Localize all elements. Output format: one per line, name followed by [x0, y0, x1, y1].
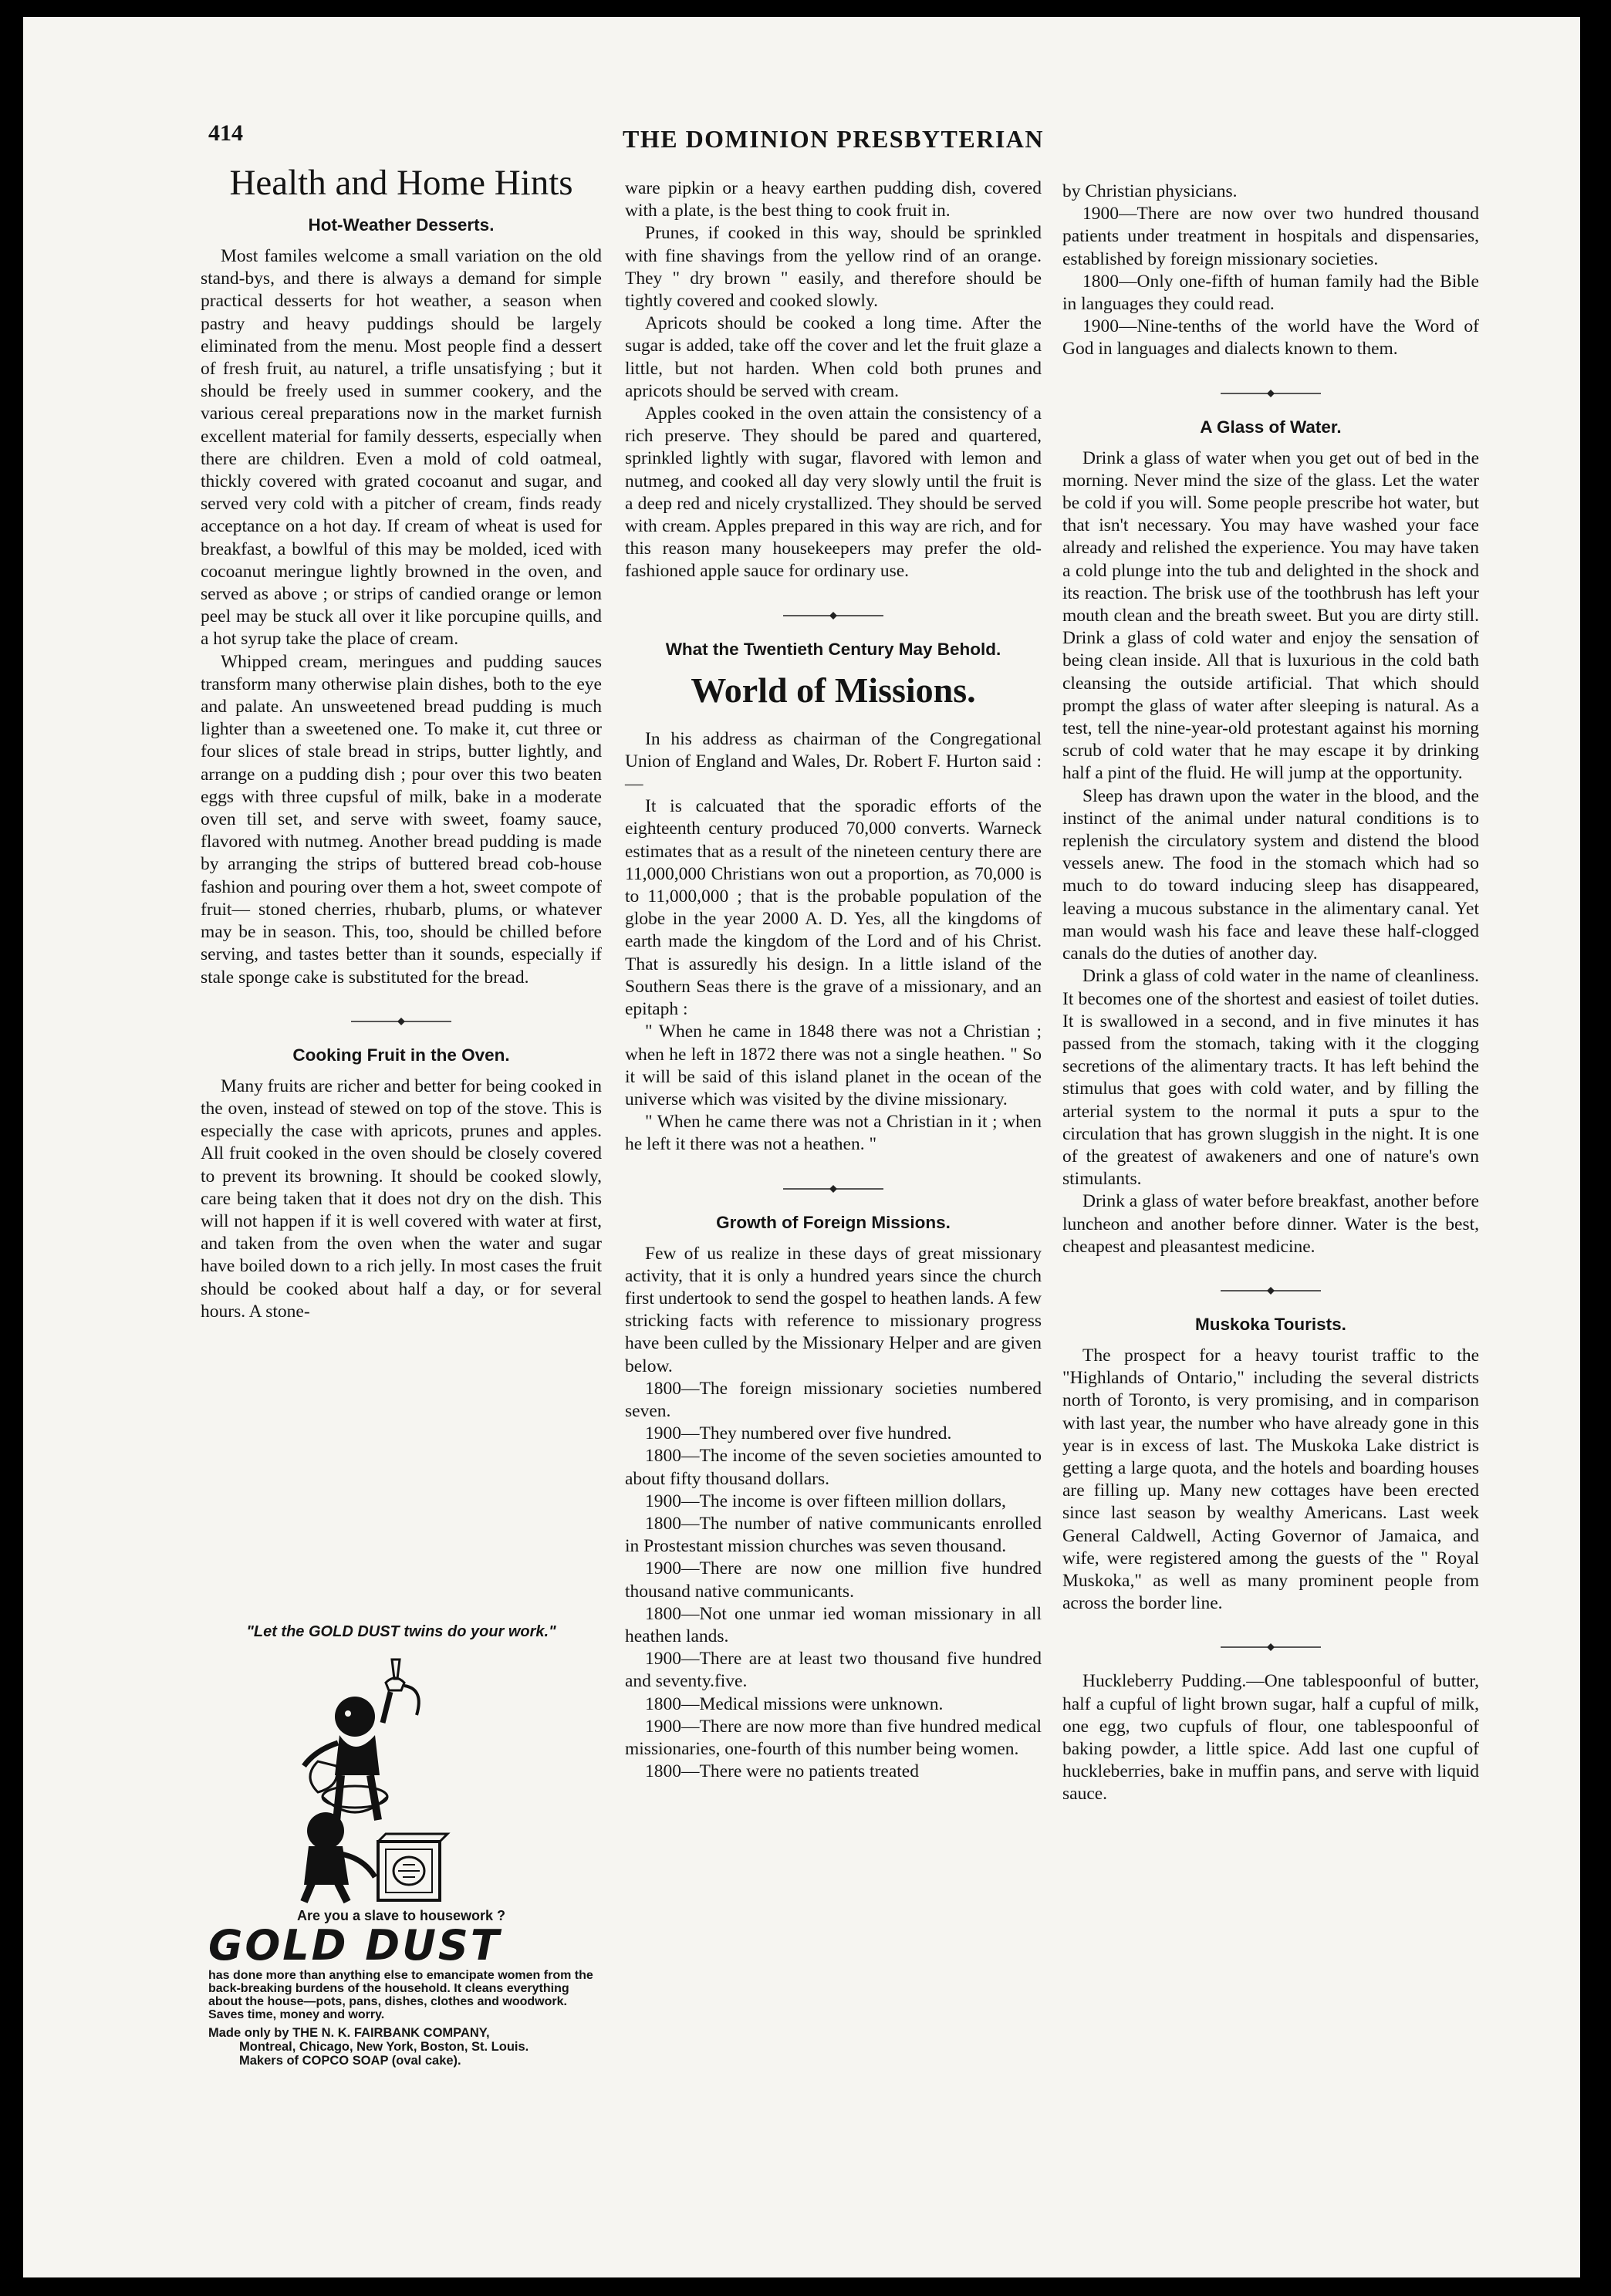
missions-fact: 1900—They numbered over five hundred.	[645, 1423, 952, 1444]
ad-maker-line-1: Made only by THE N. K. FAIRBANK COMPANY,	[208, 2026, 490, 2040]
article-paragraph: Drink a glass of water when you get out of bed in the morning. Never mind the size of the glass. Let the water be cold if you will. Some people prescribe hot water, but that isn't necessary. You may have washed your face already and relished the experience. You may have taken a cold plunge into the tub and delighted in the shock and its reaction. The brisk use of the toothbrush has left your mouth clean and the breath sweet. But you are dirty still. Drink a glass of cold water and enjoy the sensation of being clean inside. All that is luxurious in the cold bath cleansing the outside artificial. That which should prompt the glass of water after sleeping is natural. As a test, tell the nine-year-old protestant against his morning scrub of cold water that he may escape it by drinking half a pint of the fluid. He will jump at the opportunity.	[1062, 447, 1479, 784]
article-paragraph: Sleep has drawn upon the water in the blood, and the instinct of the animal under natural conditions is to replenish the circulatory system and distend the blood vessels anew. The food in the stomach which had so much to do toward inducing sleep has disappeared, leaving a mucous substance in the alimentary canal. Yet man would wash his face and leave these half-clogged canals do the duties of another day.	[1062, 785, 1479, 964]
article-paragraph: It is calcuated that the sporadic efforts of the eighteenth century produced 70,000 converts. Warneck estimates that as a result of the nineteen century there are 11,000,000 Christians won out a proportion, as 70,000 is to 11,000,000 ; that is the probable population of the globe in the year 2000 A. D. Yes, all the kingdoms of earth made the kingdom of the Lord and of his Christ. That is assuredly his design. In a little island of the Southern Seas there is the grave of a missionary, and an epitaph :	[625, 796, 1042, 1020]
missions-fact: 1800—Not one unmar ied woman missionary in all heathen lands.	[625, 1603, 1042, 1646]
hot-weather-desserts-heading: Hot-Weather Desserts.	[308, 215, 495, 235]
missions-fact: 1800—Only one-fifth of human family had the Bible in languages they could read.	[1062, 271, 1479, 315]
article-paragraph: Apricots should be cooked a long time. After the sugar is added, take off the cover and let the fruit glaze a little, but not harden. When cold both prunes and apricots should be served with cream.	[625, 313, 1042, 401]
section-divider-ornament	[783, 1184, 883, 1194]
missions-fact: 1900—There are at least two thousand five hundred and seventy.five.	[625, 1649, 1042, 1692]
column-2	[625, 177, 1042, 1783]
article-paragraph: " When he came there was not a Christian in it ; when he left it there was not a heathen. "	[625, 1112, 1042, 1155]
article-paragraph: The prospect for a heavy tourist traffic to the "Highlands of Ontario," including the several districts north of Toronto, is very promising, and in comparison with last year, the number who have already gone in this year is in excess of last. The Muskoka Lake district is getting a large quota, and the hotels and boarding houses are filling up. Many new cottages have been erected since last season by wealthy Americans. Last week General Caldwell, Acting Governor of Jamaica, and wife, were registered among the guests of the " Royal Muskoka," as well as many prominent people from across the border line.	[1062, 1345, 1479, 1614]
article-paragraph: Few of us realize in these days of great missionary activity, that it is only a hundred years since the church first undertook to send the gospel to heathen lands. A few stricking facts with reference to missionary progress have been culled by the Missionary Helper and are given below.	[625, 1243, 1042, 1376]
missions-fact: 1900—Nine-tenths of the world have the Word of God in languages and dialects known to them.	[1062, 316, 1479, 360]
missions-fact: 1800—The number of native communicants enrolled in Prostestant mission churches was seven thousand.	[625, 1513, 1042, 1557]
ad-slave-line: Are you a slave to housework ?	[296, 1908, 506, 1923]
section-divider-ornament	[1221, 1286, 1321, 1295]
article-paragraph: by Christian physicians.	[1062, 181, 1238, 201]
page-number: 414	[208, 120, 243, 146]
missions-fact: 1900—The income is over fifteen million dollars,	[645, 1491, 1006, 1511]
column-3	[1062, 181, 1479, 1806]
ad-body-text: has done more than anything else to emancipate women from the back-breaking burdens of the household. It cleans everything about the house—pots, pans, dishes, clothes and woodwork. Saves time, money and worry.	[208, 1969, 593, 2021]
article-paragraph: Whipped cream, meringues and pudding sauces transform many otherwise plain dishes, both to the eye and palate. An unsweetened bread pudding is much lighter than a sweetened one. To make it, cut three or four slices of stale bread in strips, butter lightly, and arrange on a pudding dish ; pour over this two beaten eggs with three cupsful of milk, bake in a moderate oven till set, and serve with sweet, foamy sauce, flavored with nutmeg. Another bread pudding is made by arranging the strips of buttered bread cob-house fashion and pouring over them a hot, sweet compote of fruit— stoned cherries, rhubarb, plums, or whatever may be in season. This, too, should be chilled before serving, and tastes better than it sounds, especially if stale sponge cake is substituted for the bread.	[201, 651, 602, 988]
article-paragraph: Apples cooked in the oven attain the consistency of a rich preserve. They should be pared and quartered, sprinkled lightly with sugar, flavored with lemon and nutmeg, and cooked all day very slowly until the fruit is a deep red and nicely crystallized. They should be served with cream. Apples prepared in this way are rich, and for this reason many housekeepers may prefer the old-fashioned apple sauce for ordinary use.	[625, 403, 1042, 582]
gold-dust-advertisement	[201, 1623, 602, 2094]
missions-fact: 1800—The income of the seven societies amounted to about fifty thousand dollars.	[625, 1446, 1042, 1489]
missions-fact: 1900—There are now more than five hundred medical missionaries, one-fourth of this number being women.	[625, 1716, 1042, 1759]
gold-dust-twins-illustration	[255, 1652, 478, 1906]
article-paragraph: " When he came in 1848 there was not a Christian ; when he left in 1872 there was not a single heathen. " So it will be said of this island planet in the ocean of the universe which was visited by the divine missionary.	[625, 1021, 1042, 1109]
missions-fact: 1800—Medical missions were unknown.	[645, 1693, 944, 1714]
section-divider-ornament	[351, 1017, 451, 1026]
cooking-fruit-heading: Cooking Fruit in the Oven.	[292, 1045, 510, 1065]
column-1	[201, 162, 602, 1323]
health-home-hints-title: Health and Home Hints	[229, 163, 573, 203]
twentieth-century-heading: What the Twentieth Century May Behold.	[665, 639, 1001, 659]
growth-foreign-missions-heading: Growth of Foreign Missions.	[716, 1212, 951, 1232]
section-divider-ornament	[783, 611, 883, 620]
article-paragraph: ware pipkin or a heavy earthen pudding dish, covered with a plate, is the best thing to cook fruit in.	[625, 178, 1042, 221]
article-paragraph: Huckleberry Pudding.—One tablespoonful of butter, half a cupful of light brown sugar, half a cupful of milk, one egg, two cupfuls of flour, one tablespoonful of baking powder, a little spice. Add last one cupful of huckleberries, bake in muffin pans, and serve with liquid sauce.	[1062, 1671, 1479, 1805]
article-paragraph: Most familes welcome a small variation on the old stand-bys, and there is always a demand for simple practical desserts for hot weather, a season when pastry and heavy puddings should be largely eliminated from the menu. Most people find a dessert of fresh fruit, au naturel, a trifle unsatisfying ; but it should be freely used in summer cookery, and the various cereal preparations now in the market furnish excellent material for family desserts, especially when there are children. Even a mold of cold oatmeal, thickly covered with grated cocoanut and sugar, and served very cold with a pitcher of cream, finds ready acceptance on a hot day. If cream of wheat is used for breakfast, a bowlful of this may be molded, iced with cocoanut meringue lightly browned in the oven, and served as above ; or strips of candied orange or lemon peel may be stuck all over it like porcupine quills, and a hot syrup take the place of cream.	[201, 246, 602, 650]
section-divider-ornament	[1221, 1643, 1321, 1652]
missions-fact: 1800—The foreign missionary societies numbered seven.	[625, 1378, 1042, 1421]
section-divider-ornament	[1221, 389, 1321, 398]
missions-fact: 1800—There were no patients treated	[645, 1761, 919, 1782]
ad-maker-text	[208, 2026, 602, 2068]
article-paragraph: Many fruits are richer and better for being cooked in the oven, instead of stewed on top of the stove. This is especially the case with apricots, prunes and apples. All fruit cooked in the oven should be closely covered to prevent its browning. It should be cooked slowly, care being taken that it does not dry on the dish. This will not happen if it is well covered with water at first, and taken from the oven when the water and sugar have boiled down to a rich jelly. In most cases the fruit should be cooked about half a day, or for several hours. A stone-	[201, 1075, 602, 1322]
gold-dust-brand: GOLD DUST	[208, 1921, 502, 1970]
article-paragraph: Prunes, if cooked in this way, should be sprinkled with fine shavings from the yellow rind of an orange. They " dry brown " easily, and therefore should be tightly covered and cooked slowly.	[625, 223, 1042, 312]
missions-fact: 1900—There are now one million five hundred thousand native communicants.	[625, 1558, 1042, 1602]
article-paragraph: Drink a glass of cold water in the name of cleanliness. It becomes one of the shortest and easiest of toilet duties. It is swallowed in a second, and in five minutes it has passed from the stomach, taking with it the clogging secretions of the alimentary tracts. It has left behind the stimulus that goes with cold water, and by filling the arterial system to the normal it puts a spur to the circulation that has grown sluggish in the night. It is one of the greatest of awakeners and one of nature's own stimulants.	[1062, 966, 1479, 1190]
world-of-missions-title: World of Missions.	[691, 670, 976, 710]
muskoka-tourists-heading: Muskoka Tourists.	[1195, 1314, 1346, 1334]
missions-fact: 1900—There are now over two hundred thousand patients under treatment in hospitals and dispensaries, established by foreign missionary societies.	[1062, 204, 1479, 269]
article-paragraph: Drink a glass of water before breakfast, another before luncheon and another before dinner. Water is the best, cheapest and pleasantest medicine.	[1062, 1191, 1479, 1257]
ad-tagline: "Let the GOLD DUST twins do your work."	[246, 1623, 556, 1640]
newspaper-page	[23, 17, 1580, 2277]
ad-maker-line-3: Makers of COPCO SOAP (oval cake).	[239, 2054, 461, 2068]
ad-maker-line-2: Montreal, Chicago, New York, Boston, St. Louis.	[239, 2040, 529, 2054]
glass-of-water-heading: A Glass of Water.	[1200, 417, 1342, 437]
article-paragraph: In his address as chairman of the Congregational Union of England and Wales, Dr. Robert F. Hurton said :—	[625, 728, 1042, 795]
masthead: THE DOMINION PRESBYTERIAN	[622, 125, 1044, 153]
